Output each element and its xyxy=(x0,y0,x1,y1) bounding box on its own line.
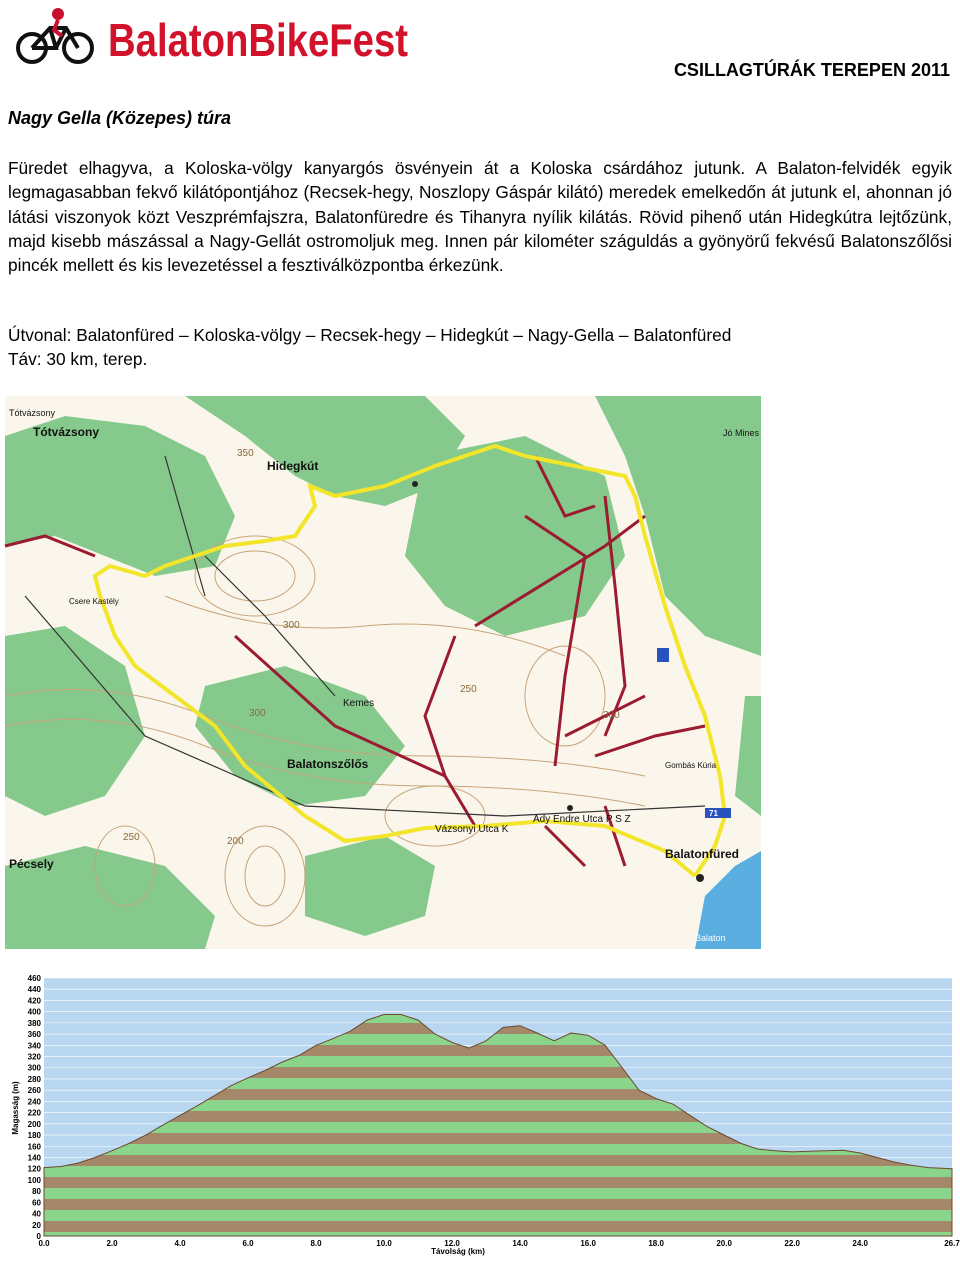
x-tick-label: 18.0 xyxy=(648,1239,664,1248)
header-title: CSILLAGTÚRÁK TEREPEN 2011 xyxy=(673,60,950,80)
contour-label-250-b: 250 xyxy=(123,832,140,843)
tour-title: Nagy Gella (Közepes) túra xyxy=(8,108,232,128)
x-tick-label: 12.0 xyxy=(444,1239,460,1248)
y-tick-label: 140 xyxy=(27,1153,41,1163)
x-axis-label: Távolság (km) xyxy=(431,1247,485,1256)
map-label-totvazsony: Tótvázsony xyxy=(33,425,100,439)
contour-label-350: 350 xyxy=(237,448,254,459)
y-tick-label: 60 xyxy=(32,1198,41,1208)
y-tick-label: 360 xyxy=(27,1030,41,1040)
y-axis-label: Magasság (m) xyxy=(11,1081,20,1135)
x-tick-label: 14.0 xyxy=(512,1239,528,1248)
y-tick-label: 0 xyxy=(36,1232,41,1241)
x-tick-label: 26.7 xyxy=(944,1239,960,1248)
map-label-road-71: 71 xyxy=(709,809,718,818)
contour-label-300-b: 300 xyxy=(249,708,266,719)
map-label-kemes: Kemes xyxy=(343,698,375,709)
y-tick-label: 440 xyxy=(27,985,41,995)
balaton-bike-fest-logo xyxy=(10,4,410,68)
y-tick-label: 320 xyxy=(27,1052,41,1062)
map-label-balatonszolos: Balatonszőlős xyxy=(287,757,369,771)
map-label-jo-minden: Jó Mines xyxy=(723,428,760,438)
distance-line: Táv: 30 km, terep. xyxy=(8,349,148,369)
elevation-profile-chart xyxy=(4,968,960,1258)
logo-text: BalatonBikeFest xyxy=(108,14,408,66)
y-tick-label: 260 xyxy=(27,1086,41,1096)
x-tick-label: 10.0 xyxy=(376,1239,392,1248)
x-tick-label: 22.0 xyxy=(784,1239,800,1248)
y-tick-label: 160 xyxy=(27,1142,41,1152)
y-tick-label: 460 xyxy=(27,974,41,983)
x-tick-label: 2.0 xyxy=(106,1239,118,1248)
contour-label-250-a: 250 xyxy=(460,684,477,695)
y-tick-label: 400 xyxy=(27,1007,41,1017)
map-label-hidegkut: Hidegkút xyxy=(267,459,319,473)
contour-label-300-a: 300 xyxy=(283,620,300,631)
contour-label-200: 200 xyxy=(227,836,244,847)
map-label-vazsonyi-utca: Vázsonyi Utca K xyxy=(435,824,509,835)
map-label-balaton: Balaton xyxy=(695,933,726,943)
x-tick-label: 6.0 xyxy=(242,1239,254,1248)
x-tick-label: 24.0 xyxy=(852,1239,868,1248)
map-label-totvazsony-small: Tótvázsony xyxy=(9,408,56,418)
y-tick-label: 280 xyxy=(27,1074,41,1084)
y-tick-label: 420 xyxy=(27,996,41,1006)
route-map xyxy=(5,396,761,949)
y-tick-label: 340 xyxy=(27,1041,41,1051)
y-tick-label: 80 xyxy=(32,1187,41,1197)
route-line: Útvonal: Balatonfüred – Koloska-völgy – Recsek-hegy – Hidegkút – Nagy-Gella – Balatonfüred xyxy=(8,325,732,345)
route-info xyxy=(8,323,731,371)
y-tick-label: 40 xyxy=(32,1209,41,1219)
map-label-balatonfured: Balatonfüred xyxy=(665,847,740,861)
y-tick-label: 180 xyxy=(27,1131,41,1141)
map-label-csere-kastely: Csere Kastély xyxy=(69,597,119,606)
y-tick-label: 200 xyxy=(27,1119,41,1129)
y-tick-label: 220 xyxy=(27,1108,41,1118)
map-label-gombas-kuria: Gombás Kúria xyxy=(665,761,717,770)
y-tick-label: 100 xyxy=(27,1175,41,1185)
x-tick-label: 16.0 xyxy=(580,1239,596,1248)
contour-label-300-c: 300 xyxy=(603,710,620,721)
map-label-ady-endre-utca: Ady Endre Utca P S Z xyxy=(533,814,631,825)
map-label-pecsely: Pécsely xyxy=(9,857,54,871)
y-tick-label: 380 xyxy=(27,1018,41,1028)
x-tick-label: 0.0 xyxy=(38,1239,50,1248)
x-tick-label: 8.0 xyxy=(310,1239,322,1248)
x-tick-label: 20.0 xyxy=(716,1239,732,1248)
cyclist-icon xyxy=(18,8,92,62)
y-tick-label: 20 xyxy=(32,1220,41,1230)
tour-description: Füredet elhagyva, a Koloska-völgy kanyargós ösvényein át a Koloska csárdához jutunk. A Balaton-felvidék egyik legmagasabban fekvő kilátópontjához (Recsek-hegy, Noszlopy Gáspár kilátó) meredek emelkedőn át jutunk el, ahonnan jó látási viszonyok közt Veszprémfajszra, Balatonfüredre és Tihanyra nyílik kilátás. Rövid pihenő után Hidegkútra lejtőzünk, majd kisebb mászással a Nagy-Gellát ostromoljuk meg. Innen pár kilométer száguldás a gyönyörű fekvésű Balatonszőlősi pincék mellett és kis levezetéssel a fesztiválközpontba érkezünk. xyxy=(8,158,952,276)
y-tick-label: 240 xyxy=(27,1097,41,1107)
x-tick-label: 4.0 xyxy=(174,1239,186,1248)
y-tick-label: 300 xyxy=(27,1063,41,1073)
y-tick-label: 120 xyxy=(27,1164,41,1174)
